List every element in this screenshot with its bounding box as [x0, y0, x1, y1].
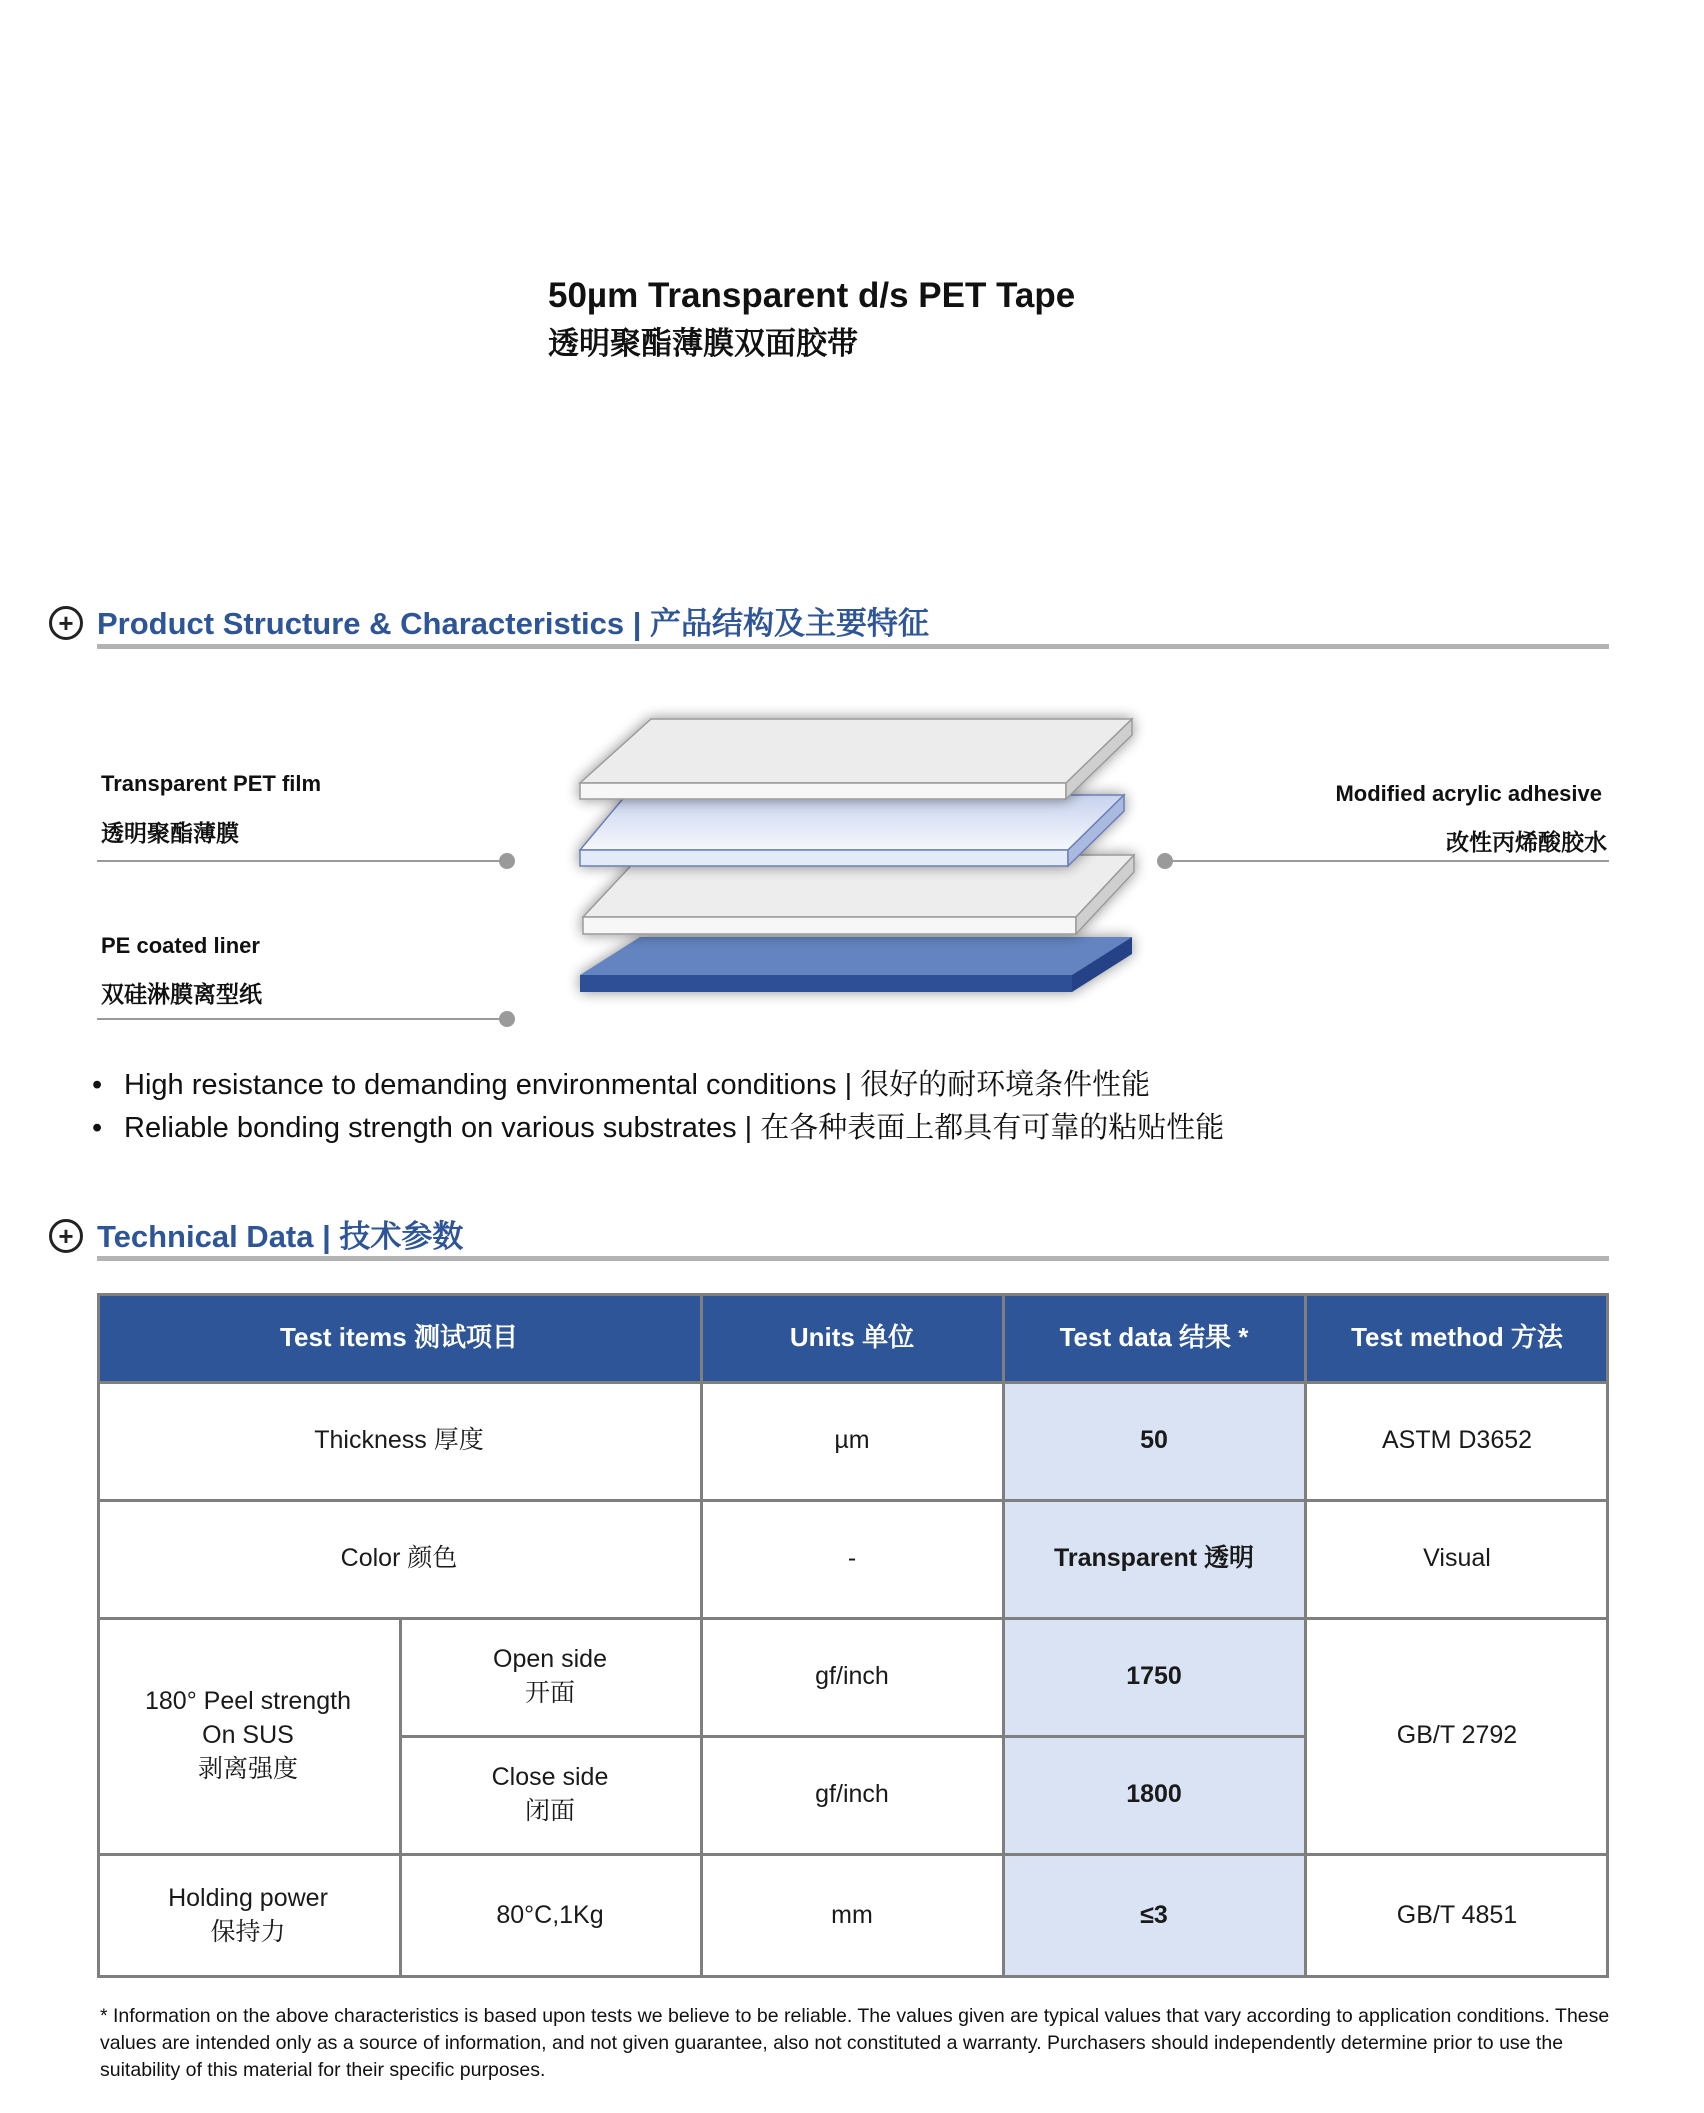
cell-peel-method: GB/T 2792 — [1396, 1721, 1518, 1750]
cell-peel-open-unit: gf/inch — [815, 1662, 889, 1691]
cell-holding-condition: 80°C,1Kg — [496, 1901, 604, 1930]
cell-peel-close-side: Close side 闭面 — [491, 1763, 609, 1825]
cell-thickness-method: ASTM D3652 — [1381, 1426, 1533, 1455]
cell-thickness-unit: µm — [834, 1426, 870, 1455]
label-adhesive-en: Modified acrylic adhesive — [1335, 781, 1602, 806]
plus-circle-icon: + — [49, 606, 83, 640]
cell-thickness-value: 50 — [1003, 1382, 1305, 1500]
film-layer-lower — [583, 855, 1134, 934]
leader-line-adhesive — [1165, 860, 1609, 862]
product-title-en: 50µm Transparent d/s PET Tape — [548, 276, 1076, 315]
cell-color-unit: - — [847, 1544, 857, 1573]
table-border — [97, 1499, 1609, 1502]
table-border — [1002, 1293, 1005, 1978]
cell-peel-item: 180° Peel strength On SUS 剥离强度 — [145, 1687, 351, 1783]
header-test-data: Test data 结果 * — [1003, 1293, 1305, 1382]
cell-color-method: Visual — [1423, 1544, 1491, 1573]
table-border — [1606, 1293, 1609, 1978]
table-border — [97, 1293, 1609, 1296]
label-pet-film-cn: 透明聚酯薄膜 — [101, 820, 239, 846]
label-pet-film-en: Transparent PET film — [101, 771, 322, 796]
section-title-technical: Technical Data | 技术参数 — [97, 1219, 464, 1254]
header-units: Units 单位 — [701, 1293, 1003, 1382]
cell-peel-close-unit: gf/inch — [815, 1780, 889, 1809]
cell-holding-method: GB/T 4851 — [1396, 1901, 1518, 1930]
table-border — [700, 1293, 703, 1978]
label-adhesive-cn: 改性丙烯酸胶水 — [1446, 829, 1607, 855]
section-title-structure: Product Structure & Characteristics | 产品结构及主要特征 — [97, 606, 930, 641]
cell-holding-value: ≤3 — [1003, 1854, 1305, 1978]
label-liner-cn: 双硅淋膜离型纸 — [101, 981, 262, 1007]
liner-layer — [580, 937, 1132, 992]
table-border — [97, 1617, 1609, 1620]
table-border — [1304, 1293, 1307, 1978]
disclaimer-footnote: * Information on the above characteristics is based upon tests we believe to be reliable. The values given are typical values that vary according to application conditions. These values are intended only as a source of information, and not given guarantee, also not constituted a warranty. Purchasers should independently determine prior to use the suitability of this material for their specific purposes. — [100, 2005, 1610, 2081]
leader-line-film — [97, 860, 507, 862]
product-title-cn: 透明聚酯薄膜双面胶带 — [548, 326, 858, 361]
cell-holding-unit: mm — [831, 1901, 873, 1930]
cell-peel-open-value: 1750 — [1003, 1618, 1305, 1736]
leader-line-liner — [97, 1018, 507, 1020]
cell-color-value: Transparent 透明 — [1003, 1500, 1305, 1618]
table-border — [97, 1975, 1609, 1978]
table-border — [399, 1735, 1305, 1738]
adhesive-layer — [580, 795, 1124, 866]
cell-color-item: Color 颜色 — [340, 1544, 458, 1573]
feature-item: • High resistance to demanding environmental conditions | 很好的耐环境条件性能 — [92, 1069, 1151, 1101]
technical-data-table — [97, 1293, 1609, 1978]
bullet-icon: • — [92, 1069, 103, 1101]
cell-peel-open-side: Open side 开面 — [493, 1645, 607, 1707]
section-divider — [97, 1256, 1609, 1261]
section-divider — [97, 644, 1609, 649]
bullet-icon: • — [92, 1112, 103, 1144]
label-liner-en: PE coated liner — [101, 933, 260, 958]
film-layer-upper — [580, 719, 1132, 799]
table-border — [97, 1853, 1609, 1856]
plus-circle-icon: + — [49, 1219, 83, 1253]
leader-dot-liner — [499, 1011, 515, 1027]
header-test-method: Test method 方法 — [1305, 1293, 1609, 1382]
layer-structure-diagram — [520, 700, 1170, 1040]
table-border — [399, 1617, 402, 1978]
table-border — [97, 1381, 1609, 1384]
leader-dot-film — [499, 853, 515, 869]
feature-item: • Reliable bonding strength on various substrates | 在各种表面上都具有可靠的粘贴性能 — [92, 1112, 1225, 1144]
cell-peel-close-value: 1800 — [1003, 1736, 1305, 1854]
cell-holding-item: Holding power 保持力 — [168, 1884, 328, 1946]
cell-thickness-item: Thickness 厚度 — [314, 1426, 484, 1455]
header-test-items: Test items 测试项目 — [97, 1293, 701, 1382]
table-border — [97, 1293, 100, 1978]
